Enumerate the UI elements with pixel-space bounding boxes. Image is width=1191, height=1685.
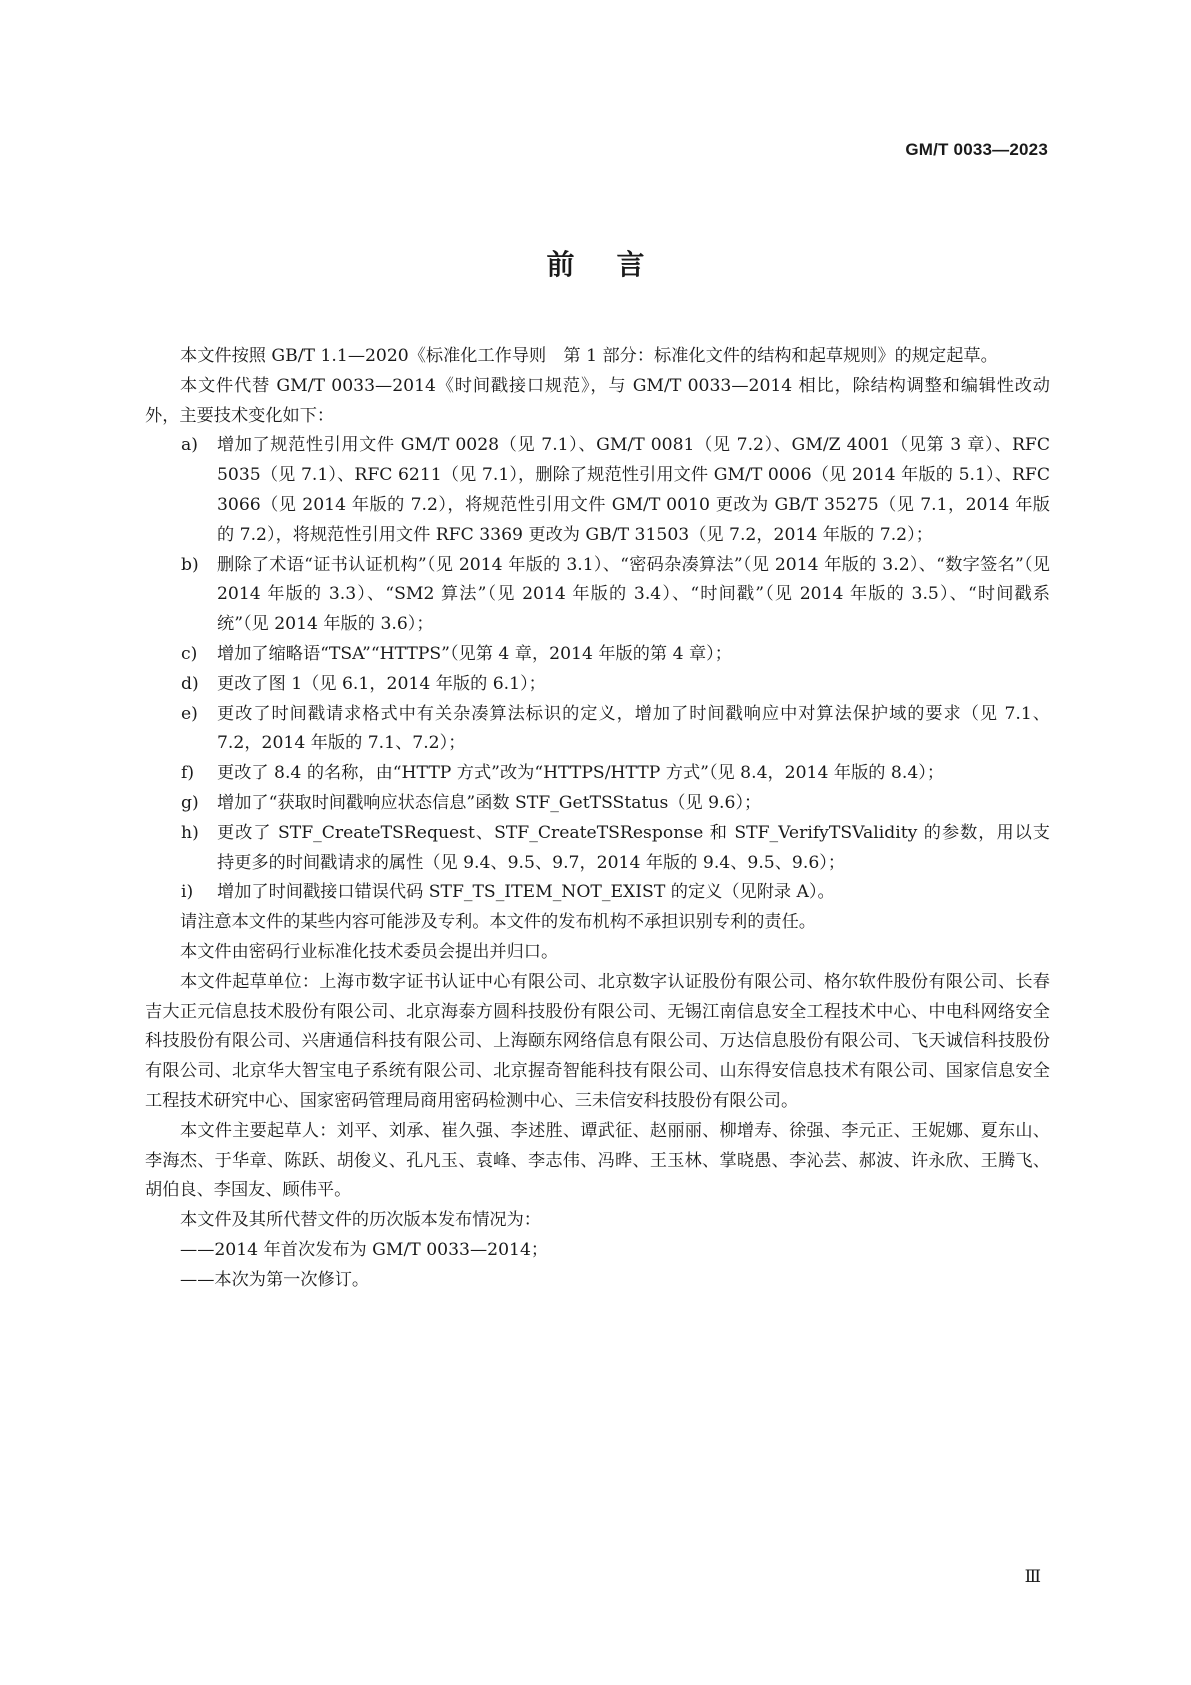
paragraph-drafting-units: 本文件起草单位：上海市数字证书认证中心有限公司、北京数字认证股份有限公司、格尔软件股份有限公司、长春吉大正元信息技术股份有限公司、北京海泰方圆科技股份有限公司、无锡江南信息安全工程技术中心、中电科网络安全科技股份有限公司、兴唐通信科技有限公司、上海颐东网络信息有限公司、万达信息股份有限公司、飞天诚信科技股份有限公司、北京华大智宝电子系统有限公司、北京握奇智能科技有限公司、山东得安信息技术有限公司、国家信息安全工程技术研究中心、国家密码管理局商用密码检测中心、三未信安科技股份有限公司。 (145, 971, 1050, 1111)
list-item (145, 670, 1050, 700)
list-marker: i) (181, 882, 194, 903)
list-item-text: 更改了图 1（见 6.1，2014 年版的 6.1）； (217, 673, 546, 694)
list-marker: d) (181, 673, 199, 694)
foreword-body (145, 342, 1050, 1296)
paragraph-drafters: 本文件主要起草人：刘平、刘承、崔久强、李述胜、谭武征、赵丽丽、柳增寿、徐强、李元正、王妮娜、夏东山、李海杰、于华章、陈跃、胡俊义、孔凡玉、袁峰、李志伟、冯晔、王玉林、掌晓愚、李沁芸、郝波、许永欣、王腾飞、胡伯良、李国友、顾伟平。 (145, 1120, 1050, 1201)
list-item (145, 640, 1050, 670)
list-item-text: 更改了 8.4 的名称，由“HTTP 方式”改为“HTTPS/HTTP 方式”（见 8.4，2014 年版的 8.4）； (217, 763, 945, 784)
paragraph-history-intro: 本文件及其所代替文件的历次版本发布情况为： (180, 1210, 541, 1231)
list-marker: b) (181, 554, 199, 575)
list-item (145, 551, 1050, 640)
page-title: 前言 (546, 248, 687, 281)
list-item (145, 819, 1050, 879)
list-item-text: 删除了术语“证书认证机构”（见 2014 年版的 3.1）、“密码杂凑算法”（见 2014 年版的 3.2）、“数字签名”（见 2014 年版的 3.3）、“SM2 算法”（见 2014 年版的 3.4）、“时间戳”（见 2014 年版的 3.5）、“时间戳系统”（见 2014 年版的 3.6）； (217, 554, 1050, 635)
document-code: GM/T 0033—2023 (905, 140, 1048, 159)
list-item-text: 增加了时间戳接口错误代码 STF_TS_ITEM_NOT_EXIST 的定义（见附录 A）。 (217, 882, 835, 903)
list-item (145, 759, 1050, 789)
list-item (145, 700, 1050, 760)
list-marker: c) (181, 643, 198, 664)
list-marker: h) (181, 822, 199, 843)
history-item: ——2014 年首次发布为 GM/T 0033—2014； (180, 1239, 549, 1260)
list-marker: g) (181, 792, 199, 813)
list-item-text: 更改了 STF_CreateTSRequest、STF_CreateTSResponse 和 STF_VerifyTSValidity 的参数，用以支持更多的时间戳请求的属性（见 9.4、9.5、9.7，2014 年版的 9.4、9.5、9.6）； (217, 822, 1050, 873)
list-marker: e) (181, 703, 198, 724)
history-item: ——本次为第一次修订。 (180, 1269, 370, 1290)
list-item-text: 增加了“获取时间戳响应状态信息”函数 STF_GetTSStatus（见 9.6）； (217, 792, 762, 813)
list-item-text: 增加了规范性引用文件 GM/T 0028（见 7.1）、GM/T 0081（见 7.2）、GM/Z 4001（见第 3 章）、RFC 5035（见 7.1）、RFC 6211（见 7.1），删除了规范性引用文件 GM/T 0006（见 2014 年版的 5.1）、RFC 3066（见 2014 年版的 7.2），将规范性引用文件 GM/T 0010 更改为 GB/T 35275（见 7.1，2014 年版的 7.2），将规范性引用文件 RFC 3369 更改为 GB/T 31503（见 7.2，2014 年版的 7.2）； (217, 435, 1050, 545)
changes-list (145, 431, 1050, 908)
list-marker: a) (181, 435, 198, 456)
paragraph-replacement: 本文件代替 GM/T 0033—2014《时间戳接口规范》，与 GM/T 0033—2014 相比，除结构调整和编辑性改动外，主要技术变化如下： (145, 375, 1050, 426)
paragraph-patent-notice: 请注意本文件的某些内容可能涉及专利。本文件的发布机构不承担识别专利的责任。 (180, 912, 816, 933)
list-item (145, 878, 1050, 908)
list-item-text: 增加了缩略语“TSA”“HTTPS”（见第 4 章，2014 年版的第 4 章）； (217, 643, 732, 664)
list-item-text: 更改了时间戳请求格式中有关杂凑算法标识的定义，增加了时间戳响应中对算法保护域的要求（见 7.1、7.2，2014 年版的 7.1、7.2）； (217, 703, 1050, 754)
list-item (145, 789, 1050, 819)
list-marker: f) (181, 763, 195, 784)
paragraph-drafting-rules: 本文件按照 GB/T 1.1—2020《标准化工作导则 第 1 部分：标准化文件的结构和起草规则》的规定起草。 (180, 346, 998, 366)
list-item (145, 431, 1050, 550)
paragraph-proposer: 本文件由密码行业标准化技术委员会提出并归口。 (180, 941, 559, 962)
page-number: Ⅲ (1024, 1567, 1041, 1587)
